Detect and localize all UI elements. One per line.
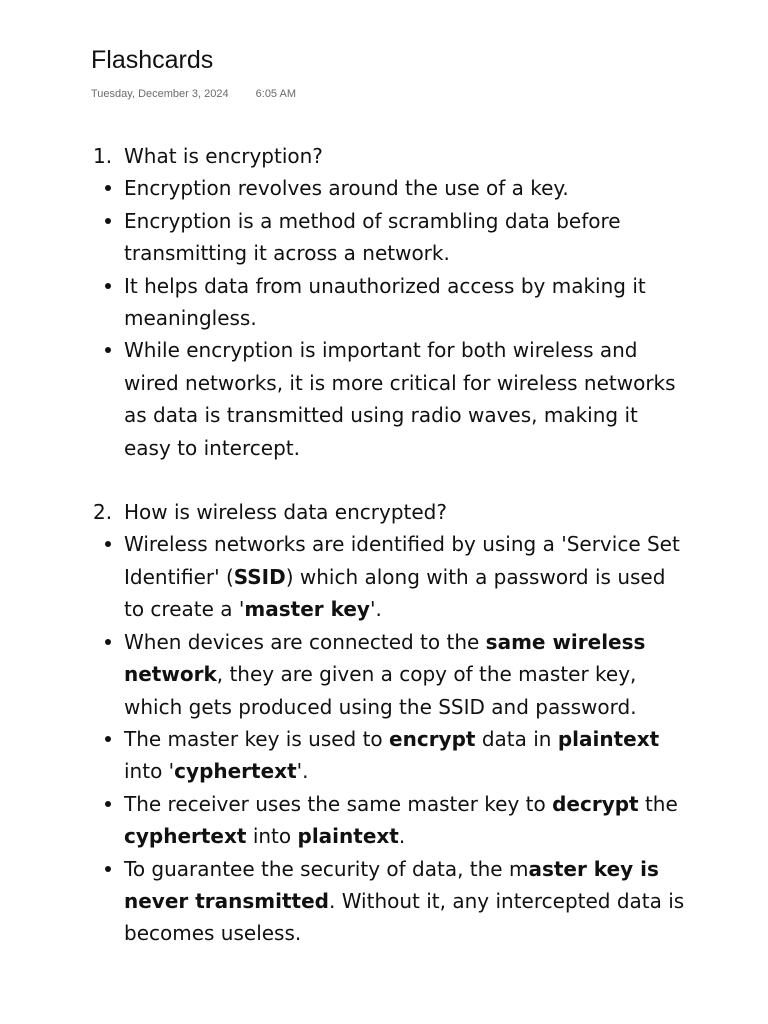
bullet-text: into ' [124, 759, 175, 784]
bullet-item [91, 528, 691, 625]
bold-text: SSID [233, 564, 286, 589]
bullet-item [91, 172, 691, 204]
flashcard-section [91, 140, 691, 464]
bullet-dot-icon [105, 541, 111, 547]
page-title: Flashcards [91, 46, 214, 74]
question-text: How is wireless data encrypted? [124, 500, 447, 525]
bullet-text: When devices are connected to the [124, 629, 486, 654]
bold-text: decrypt [552, 791, 639, 816]
note-time: 6:05 AM [255, 88, 296, 100]
bold-text: cyphertext [124, 824, 247, 849]
note-date: Tuesday, December 3, 2024 [91, 88, 229, 100]
bullet-text: The receiver uses the same master key to [124, 791, 553, 816]
bullet-text: ) which along with a password is used to create a ' [124, 564, 666, 622]
bullet-item [91, 853, 691, 950]
bullet-dot-icon [105, 283, 111, 289]
bullet-dot-icon [105, 347, 111, 353]
bullet-item [91, 626, 691, 723]
bold-text: aster key is never transmitted [124, 856, 659, 913]
bullet-dot-icon [105, 801, 111, 807]
bullet-text: Wireless networks are identified by using a 'Service Set Identifier' ( [124, 532, 680, 589]
bullet-dot-icon [105, 736, 111, 742]
flashcard-question [91, 496, 691, 528]
question-number: 1. [93, 144, 113, 168]
bold-text: same wireless network [124, 629, 646, 687]
note-timestamp [91, 88, 296, 100]
bullet-text: To guarantee the security of data, the m [124, 856, 529, 881]
bullet-item [91, 334, 691, 464]
bullet-text: . [398, 824, 406, 849]
bullet-text: . Without it, any intercepted data is becomes useless. [124, 888, 685, 946]
bullet-text: data in [475, 726, 558, 751]
question-text: What is encryption? [124, 144, 323, 168]
bullet-dot-icon [105, 866, 111, 872]
bullet-text: '. [369, 597, 382, 622]
flashcard-question [91, 140, 691, 172]
bullet-text: Encryption is a method of scrambling data before transmitting it across a network. [124, 208, 621, 266]
bullet-text: , they are given a copy of the master key, which gets produced using the SSID and password. [124, 662, 637, 719]
bullet-text: While encryption is important for both wireless and wired networks, it is more critical for wireless networks as data is transmitted using radio waves, making it easy to intercept. [124, 338, 676, 460]
bullet-text: It helps data from unauthorized access by making it meaningless. [124, 273, 646, 331]
bullet-item [91, 723, 691, 788]
flashcard-section [91, 496, 691, 950]
bullet-text: the [638, 791, 678, 816]
bullet-dot-icon [105, 639, 111, 645]
note-body [91, 140, 691, 950]
question-number: 2. [93, 500, 113, 525]
bullet-text: into [246, 824, 298, 849]
bullet-item [91, 205, 691, 270]
bullet-text: Encryption revolves around the use of a key. [124, 176, 569, 201]
bold-text: cyphertext [174, 759, 297, 784]
bold-text: master key [244, 597, 370, 622]
bullet-dot-icon [105, 185, 111, 191]
bold-text: plaintext [557, 726, 660, 751]
bullet-item [91, 270, 691, 335]
bullet-item [91, 788, 691, 853]
bullet-text: '. [296, 759, 309, 784]
bullet-dot-icon [105, 218, 111, 224]
bold-text: encrypt [389, 726, 476, 751]
bold-text: plaintext [297, 824, 399, 849]
bullet-text: The master key is used to [124, 726, 390, 751]
